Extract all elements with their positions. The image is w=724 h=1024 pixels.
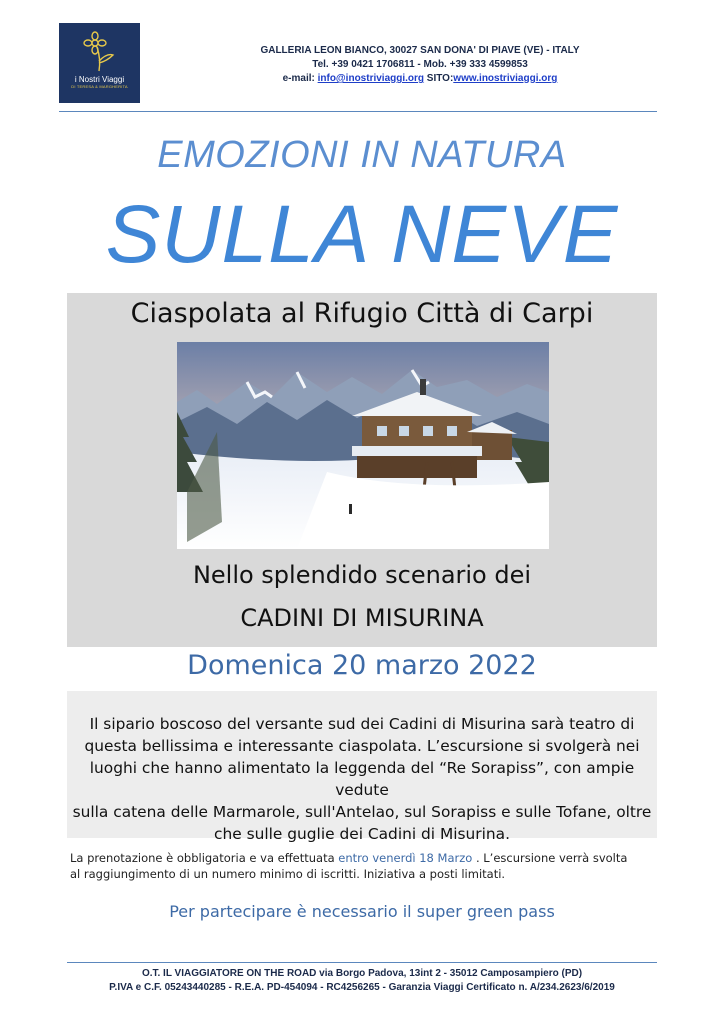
footer-operator: O.T. IL VIAGGIATORE ON THE ROAD via Borgo Padova, 13int 2 - 35012 Camposampiero (PD) (141, 968, 583, 979)
site-label: SITO: (424, 73, 454, 84)
description-line: luoghi che hanno alimentato la leggenda del “Re Sorapiss”, con ampie vedute (89, 759, 635, 799)
headline-top: EMOZIONI IN NATURA (157, 134, 567, 176)
email-label: e-mail: (282, 73, 318, 84)
agency-web-line (150, 72, 690, 86)
logo-tagline: DI TERESA & MARGHERITA (71, 84, 128, 89)
email-link[interactable]: info@inostriviaggi.org (317, 73, 425, 84)
mountain-hut-photo (177, 342, 549, 549)
headline-main: SULLA NEVE (105, 189, 619, 280)
agency-phone: Tel. +39 0421 1706811 - Mob. +39 333 4599853 (312, 59, 528, 70)
description-line: questa bellissima e interessante ciaspolata. L’escursione si svolgerà nei (84, 737, 640, 755)
booking-deadline: entro venerdì 18 Marzo (338, 851, 473, 865)
scenery-line-1: Nello splendido scenario dei (192, 561, 532, 589)
scenery-line-2: CADINI DI MISURINA (240, 604, 484, 632)
event-subtitle: Ciaspolata al Rifugio Città di Carpi (130, 298, 594, 329)
booking-pre: La prenotazione è obbligatoria e va effettuata (70, 851, 339, 865)
header-divider (59, 111, 657, 112)
description-text (67, 713, 657, 845)
logo-name: i Nostri Viaggi (74, 75, 125, 84)
footer (40, 967, 684, 995)
agency-address: GALLERIA LEON BIANCO, 30027 SAN DONA' DI PIAVE (VE) - ITALY (260, 45, 580, 56)
footer-legal: P.IVA e C.F. 05243440285 - R.E.A. PD-454094 - RC4256265 - Garanzia Viaggi Certificato n. A/234.2623/6/2019 (109, 982, 615, 993)
booking-line-2: al raggiungimento di un numero minimo di iscritti. Iniziativa a posti limitati. (70, 867, 506, 881)
website-link[interactable]: www.inostriviaggi.org (453, 73, 558, 84)
booking-note (70, 850, 670, 882)
flower-icon (83, 31, 117, 73)
footer-divider (67, 962, 657, 963)
description-line: Il sipario boscoso del versante sud dei Cadini di Misurina sarà teatro di (89, 715, 635, 733)
booking-post: . L’escursione verrà svolta (472, 851, 628, 865)
green-pass-notice: Per partecipare è necessario il super green pass (169, 902, 555, 921)
booking-line-1 (70, 850, 670, 866)
description-line: sulla catena delle Marmarole, sull'Antelao, sul Sorapiss e sulle Tofane, oltre (72, 803, 652, 821)
description-line: che sulle guglie dei Cadini di Misurina. (214, 825, 510, 843)
event-date: Domenica 20 marzo 2022 (187, 650, 537, 681)
agency-logo (59, 23, 140, 103)
agency-contact (150, 44, 690, 86)
